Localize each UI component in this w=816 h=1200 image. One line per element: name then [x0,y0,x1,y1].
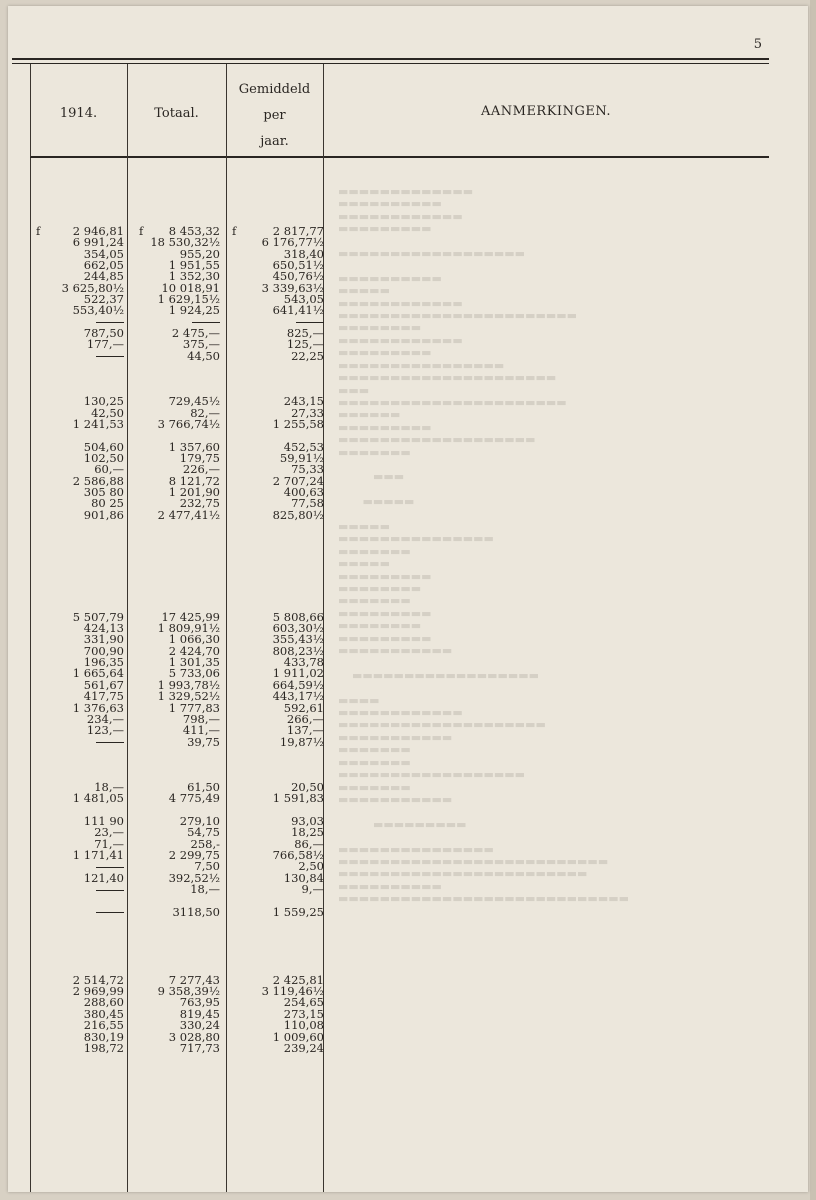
cell-c2: 1 809,91½ [157,621,220,636]
cell-c3: 2,50 [298,859,324,874]
cell-c2: 9 358,39½ [157,984,220,999]
cell-c2: 1 951,55 [168,258,220,273]
cell-c2: 279,10 [179,813,220,828]
table-row [8,1029,808,1044]
table-row [8,793,808,804]
cell-c1: 2 969,99 [72,984,124,999]
cell-c2: 2 475,— [171,326,220,341]
cell-c1 [34,351,124,362]
cell-c2: 3118,50 [172,904,220,919]
cell-c1: 553,40½ [72,303,124,318]
cell-c3: 452,53 [283,439,324,454]
cell-c3: 273,15 [283,1006,324,1021]
cell-c1: 424,13 [83,621,124,636]
cell-c3: 18,25 [291,825,324,840]
cell-c3: 1 591,83 [272,791,324,806]
row-spacer [8,362,808,396]
cell-c3: 20,50 [291,779,324,794]
table-row [8,668,808,679]
cell-c3: 825,— [286,326,324,341]
header-average-line2: per [263,108,286,123]
cell-c2: 2 424,70 [168,643,220,658]
cell-c3: 433,78 [283,655,324,670]
bleed-through-texture: ▬▬▬▬▬▬▬▬▬▬▬▬▬ ▬▬▬▬▬▬▬▬▬▬ ▬▬▬▬▬▬▬▬▬▬▬▬ ▬▬▬▬▬▬▬▬▬ ▬▬▬▬▬▬▬▬▬▬▬▬▬▬▬▬▬▬ ▬▬▬▬▬▬▬▬▬▬ ▬▬▬▬▬ ▬▬▬▬▬▬▬▬▬▬▬▬ ▬▬▬▬▬▬▬▬▬▬▬▬▬▬▬▬▬▬▬▬▬▬▬ ▬▬▬▬▬▬▬▬ ▬▬▬▬▬▬▬▬▬▬▬▬ ▬▬▬▬▬▬▬▬▬ ▬▬▬▬▬▬▬▬▬▬▬▬▬▬▬▬ ▬▬▬▬▬▬▬▬▬▬▬▬▬▬▬▬▬▬▬▬▬ ▬▬▬ ▬▬▬▬▬▬▬▬▬▬▬▬▬▬▬▬▬▬▬▬▬▬ ▬▬▬▬▬▬ ▬▬▬▬▬▬▬▬▬ ▬▬▬▬▬▬▬▬▬▬▬▬▬▬▬▬▬▬▬ ▬▬▬▬▬▬▬ ▬▬▬ ▬▬▬▬▬ ▬▬▬▬▬ ▬▬▬▬▬▬▬▬▬▬▬▬▬▬▬ ▬▬▬▬▬▬▬ ▬▬▬▬▬ ▬▬▬▬▬▬▬▬▬ ▬▬▬▬▬▬▬▬ ▬▬▬▬▬▬▬ ▬▬▬▬▬▬▬▬▬ ▬▬▬▬▬▬▬▬ ▬▬▬▬▬▬▬▬▬ ▬▬▬▬▬▬▬▬▬▬▬ ▬▬▬▬▬▬▬▬▬▬▬▬▬▬▬▬▬▬ ▬▬▬▬ ▬▬▬▬▬▬▬▬▬▬▬▬ ▬▬▬▬▬▬▬▬▬▬▬▬▬▬▬▬▬▬▬▬ ▬▬▬▬▬▬▬▬▬▬▬ ▬▬▬▬▬▬▬ ▬▬▬▬▬▬▬ ▬▬▬▬▬▬▬▬▬▬▬▬▬▬▬▬▬▬ ▬▬▬▬▬▬▬ ▬▬▬▬▬▬▬▬▬▬▬ ▬▬▬▬▬▬▬▬▬ ▬▬▬▬▬▬▬▬▬▬▬▬▬▬▬ ▬▬▬▬▬▬▬▬▬▬▬▬▬▬▬▬▬▬▬▬▬▬▬▬▬▬ ▬▬▬▬▬▬▬▬▬▬▬▬▬▬▬▬▬▬▬▬▬▬▬▬ ▬▬▬▬▬▬▬▬▬▬ ▬▬▬▬▬▬▬▬▬▬▬▬▬▬▬▬▬▬▬▬▬▬▬▬▬▬▬▬ [338,185,630,906]
cell-c2: 5 733,06 [168,666,220,681]
cell-c1: 123,— [86,723,124,738]
table-row [8,226,808,237]
cell-c1: 2 946,81 [72,224,124,238]
table-row [8,405,808,420]
table-row [8,700,808,715]
cell-c1: 130,25 [83,394,124,409]
cell-c2: 1 629,15½ [157,292,220,307]
table-row [8,827,808,838]
cell-c1: 23,— [94,825,124,840]
table-row [8,507,808,522]
cell-c3: 75,33 [291,462,324,477]
cell-c2: 1 066,30 [168,632,220,647]
header-remarks: AANMERKINGEN. [480,104,611,119]
table-row [8,972,808,987]
table-row [8,725,808,736]
cell-c1 [34,737,124,748]
page-number: 5 [753,37,762,52]
cell-c2: 8 453,32 [168,224,220,238]
cell-c3: 125,— [286,337,324,352]
cell-c2: 330,24 [179,1018,220,1033]
cell-c2: 1 993,78½ [157,677,220,692]
row-spacer [8,918,808,975]
top-rule [12,58,769,60]
row-spacer [8,748,808,782]
cell-c3: 19,87½ [279,734,324,749]
cell-c3: 450,76½ [272,269,324,284]
cell-c2: 61,50 [187,779,220,794]
cell-c3: 2 425,81 [272,972,324,987]
cell-c3: 1 911,02 [272,666,324,681]
table-row [8,1040,808,1055]
cell-c3: 9,— [301,882,324,897]
table-row [8,997,808,1008]
header-total: Totaal. [154,106,199,121]
cell-c3: 1 255,58 [272,416,324,431]
table-row [8,657,808,668]
document-page [8,6,808,1192]
cell-c2: 4 775,49 [168,791,220,806]
cell-c1: 561,67 [83,677,124,692]
cell-c2: 955,20 [179,246,220,261]
cell-c2: 7 277,43 [168,972,220,987]
cell-c1: 5 507,79 [72,609,124,624]
header-year: 1914. [59,106,98,121]
cell-c2: 1 352,30 [168,269,220,284]
table-row [8,484,808,499]
cell-c2: 7,50 [194,859,220,874]
row-spacer [8,521,808,612]
cell-c2: 1 357,60 [168,439,220,454]
table-row [8,884,808,895]
cell-c3: 1 559,25 [272,904,324,919]
cell-c1: 662,05 [83,258,124,273]
header-rule [30,156,769,158]
cell-c2: 717,73 [179,1040,220,1055]
table-row [8,634,808,645]
cell-c3: 808,23½ [272,643,324,658]
cell-c2: 1 201,90 [168,484,220,499]
cell-c3: 766,58½ [272,847,324,862]
cell-c1: 2 514,72 [72,972,124,987]
cell-c1 [34,884,124,895]
table-row [8,260,808,271]
header-average-line3: jaar. [260,134,289,149]
cell-c3: 443,17½ [272,689,324,704]
table-row [8,734,808,749]
table-row [8,464,808,475]
cell-c2: 232,75 [179,496,220,511]
cell-c1: 354,05 [83,246,124,261]
cell-c3: 2 707,24 [272,473,324,488]
table-row [8,305,808,316]
cell-c1: 331,90 [83,632,124,647]
cell-c3: 3 119,46½ [261,984,324,999]
cell-c3: 6 176,77½ [261,235,324,250]
cell-c1: 787,50 [83,326,124,341]
row-spacer [8,895,808,906]
cell-c1: 417,75 [83,689,124,704]
cell-c1: 1 171,41 [72,847,124,862]
cell-c2: 763,95 [179,995,220,1010]
cell-c3: 59,91½ [279,450,324,465]
table-row [8,779,808,794]
cell-c1: 111 90 [83,813,124,828]
cell-c2: 2 477,41½ [157,507,220,522]
cell-c3: 5 808,66 [272,609,324,624]
cell-c2: 411,— [182,723,220,738]
table-row [8,691,808,702]
table-row [8,1020,808,1031]
cell-c1: 60,— [94,462,124,477]
cell-c3: 603,30½ [272,621,324,636]
cell-c1: 901,86 [83,507,124,522]
cell-c2: 8 121,72 [168,473,220,488]
cell-c2: 18 530,32½ [150,235,220,250]
cell-c3: 27,33 [291,405,324,420]
table-row [8,623,808,634]
cell-c3: 77,58 [291,496,324,511]
cell-c3: 543,05 [283,292,324,307]
cell-c2: 226,— [182,462,220,477]
table-row [8,498,808,509]
cell-c3: 137,— [286,723,324,738]
cell-c2: 819,45 [179,1006,220,1021]
cell-c2: 729,45½ [168,394,220,409]
cell-c1: 1 376,63 [72,700,124,715]
cell-c3: 825,80½ [272,507,324,522]
florin-sign: f [36,224,41,238]
cell-c1: 196,35 [83,655,124,670]
cell-c2: 44,50 [187,348,220,363]
cell-c1: 234,— [86,711,124,726]
cell-c1: 1 241,53 [72,416,124,431]
table-row [8,439,808,454]
table-row [8,339,808,350]
cell-c2: 18,— [190,882,220,897]
table-row [8,847,808,862]
cell-c2: 798,— [182,711,220,726]
cell-c3: 93,03 [291,813,324,828]
cell-c2: 392,52½ [168,870,220,885]
cell-c2: 1 301,35 [168,655,220,670]
cell-c2: 1 924,25 [168,303,220,318]
top-rule-thin [12,63,769,64]
cell-c1: 18,— [94,779,124,794]
cell-c1: 504,60 [83,439,124,454]
cell-c1: 198,72 [83,1040,124,1055]
table-row [8,870,808,885]
table-row [8,677,808,692]
cell-c3: 592,61 [283,700,324,715]
table-row [8,836,808,851]
cell-c1: 380,45 [83,1006,124,1021]
cell-c2: 17 425,99 [161,609,220,624]
cell-c2: 258,- [190,836,220,851]
cell-c3: 254,65 [283,995,324,1010]
cell-c1: 2 586,88 [72,473,124,488]
table-row [8,609,808,624]
cell-c3: 355,43½ [272,632,324,647]
table-row [8,396,808,407]
table-row [8,294,808,305]
cell-c3: 318,40 [283,246,324,261]
cell-c1: 216,55 [83,1018,124,1033]
cell-c1: 80 25 [91,496,124,511]
cell-c3: 400,63 [283,484,324,499]
cell-c1 [34,907,124,918]
cell-c2: 1 777,83 [168,700,220,715]
cell-c3: 2 817,77 [272,224,324,238]
cell-c2: 10 018,91 [161,280,220,295]
table-row [8,643,808,658]
cell-c3: 130,84 [283,870,324,885]
row-spacer [8,430,808,441]
cell-c2: 39,75 [187,734,220,749]
cell-c3: 86,— [294,836,324,851]
table-row [8,473,808,488]
table-row [8,271,808,282]
cell-c1: 177,— [86,337,124,352]
cell-c2: 3 028,80 [168,1029,220,1044]
page-edge [810,0,816,1200]
row-spacer [8,805,808,816]
cell-c1: 71,— [94,836,124,851]
cell-c1: 288,60 [83,995,124,1010]
cell-c3: 266,— [286,711,324,726]
cell-c2: 375,— [182,337,220,352]
cell-c3: 664,59½ [272,677,324,692]
cell-c1: 244,85 [83,269,124,284]
cell-c2: 82,— [190,405,220,420]
cell-c1: 42,50 [91,405,124,420]
cell-c2: 2 299,75 [168,847,220,862]
cell-c3: 1 009,60 [272,1029,324,1044]
cell-c3: 110,08 [283,1018,324,1033]
cell-c3: 239,24 [283,1040,324,1055]
cell-c3: 3 339,63½ [261,280,324,295]
table-row [8,246,808,261]
table-row [8,348,808,363]
cell-c3: 650,51½ [272,258,324,273]
cell-c1: 102,50 [83,450,124,465]
table-row [8,711,808,726]
table-row [8,1006,808,1021]
cell-c1: 6 991,24 [72,235,124,250]
table-row [8,813,808,828]
table-row [8,280,808,295]
table-body [8,226,808,1054]
cell-c2: 3 766,74½ [157,416,220,431]
header-average-line1: Gemiddeld [238,82,311,97]
cell-c3: 22,25 [291,348,324,363]
table-row [8,328,808,339]
cell-c1: 1 665,64 [72,666,124,681]
cell-c1: 700,90 [83,643,124,658]
cell-c2: 54,75 [187,825,220,840]
table-row [8,416,808,431]
florin-sign: f [139,224,144,238]
cell-c3: 243,15 [283,394,324,409]
table-row [8,237,808,248]
table-row [8,986,808,997]
table-row [8,904,808,919]
cell-c1: 522,37 [83,292,124,307]
cell-c3: 641,41½ [272,303,324,318]
cell-c1: 3 625,80½ [61,280,124,295]
cell-c1: 830,19 [83,1029,124,1044]
cell-c1: 305 80 [83,484,124,499]
cell-c2: 1 329,52½ [157,689,220,704]
table-row [8,317,808,328]
cell-c1: 121,40 [83,870,124,885]
florin-sign: f [232,224,237,238]
cell-c2: 179,75 [179,450,220,465]
table-row [8,450,808,465]
table-row [8,861,808,872]
cell-c1: 1 481,05 [72,791,124,806]
